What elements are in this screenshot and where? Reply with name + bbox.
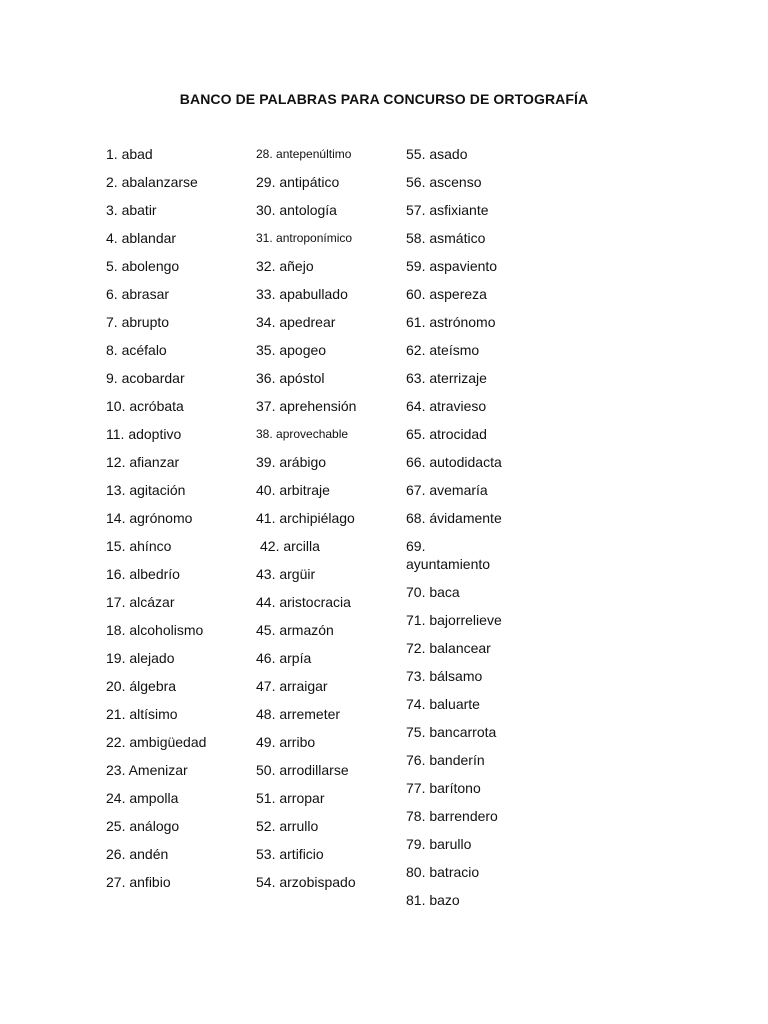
document-title: BANCO DE PALABRAS PARA CONCURSO DE ORTOGRAFÍA	[179, 91, 589, 107]
word-item: 25. análogo	[106, 818, 180, 834]
word-item: 70. baca	[406, 584, 460, 600]
word-item: 3. abatir	[106, 202, 157, 218]
word-item: 16. albedrío	[106, 566, 180, 582]
word-item: 32. añejo	[256, 258, 314, 274]
word-item: 20. álgebra	[106, 678, 177, 694]
word-item: 35. apogeo	[256, 342, 327, 358]
word-item: 26. andén	[106, 846, 169, 862]
word-item: 54. arzobispado	[256, 874, 356, 890]
word-item: 69. ayuntamiento	[406, 538, 491, 572]
word-item: 49. arribo	[256, 734, 316, 750]
word-item: 11. adoptivo	[106, 426, 182, 442]
word-item: 41. archipiélago	[256, 510, 355, 526]
word-item: 71. bajorrelieve	[406, 612, 502, 628]
word-item: 13. agitación	[106, 482, 186, 498]
word-item: 66. autodidacta	[406, 454, 502, 470]
word-item: 34. apedrear	[256, 314, 336, 330]
word-item: 31. antroponímico	[256, 231, 353, 245]
word-item: 81. bazo	[406, 892, 460, 908]
word-item: 44. aristocracia	[256, 594, 351, 610]
word-item: 58. asmático	[406, 230, 486, 246]
word-item: 53. artificio	[256, 846, 324, 862]
word-item: 33. apabullado	[256, 286, 348, 302]
word-item: 51. arropar	[256, 790, 325, 806]
word-item: 50. arrodillarse	[256, 762, 349, 778]
word-item: 4. ablandar	[106, 230, 177, 246]
word-item: 47. arraigar	[256, 678, 328, 694]
word-item: 67. avemaría	[406, 482, 488, 498]
word-item: 15. ahínco	[106, 538, 172, 554]
word-item: 9. acobardar	[106, 370, 185, 386]
word-item: 52. arrullo	[256, 818, 319, 834]
word-item: 65. atrocidad	[406, 426, 487, 442]
word-item: 38. aprovechable	[256, 427, 349, 441]
word-item: 23. Amenizar	[106, 762, 188, 778]
word-item: 63. aterrizaje	[406, 370, 487, 386]
word-item: 57. asfixiante	[406, 202, 489, 218]
word-item: 79. barullo	[406, 836, 472, 852]
word-item: 28. antepenúltimo	[256, 147, 352, 161]
word-item: 80. batracio	[406, 864, 480, 880]
word-item: 43. argüir	[256, 566, 316, 582]
word-item: 14. agrónomo	[106, 510, 193, 526]
word-item: 10. acróbata	[106, 398, 184, 414]
word-item: 68. ávidamente	[406, 510, 502, 526]
word-item: 72. balancear	[406, 640, 491, 656]
word-item: 5. abolengo	[106, 258, 180, 274]
word-item: 19. alejado	[106, 650, 175, 666]
word-item: 27. anfibio	[106, 874, 171, 890]
word-item: 56. ascenso	[406, 174, 482, 190]
word-item: 29. antipático	[256, 174, 340, 190]
word-item: 42. arcilla	[260, 538, 320, 554]
word-item: 39. arábigo	[256, 454, 327, 470]
word-item: 75. bancarrota	[406, 724, 497, 740]
word-item: 62. ateísmo	[406, 342, 480, 358]
word-item: 18. alcoholismo	[106, 622, 204, 638]
word-item: 22. ambigüedad	[106, 734, 207, 750]
word-item: 6. abrasar	[106, 286, 170, 302]
word-item: 60. aspereza	[406, 286, 487, 302]
word-item: 61. astrónomo	[406, 314, 496, 330]
word-item: 76. banderín	[406, 752, 485, 768]
word-item: 12. afianzar	[106, 454, 180, 470]
word-item: 78. barrendero	[406, 808, 498, 824]
word-item: 36. apóstol	[256, 370, 325, 386]
word-item: 73. bálsamo	[406, 668, 483, 684]
word-item: 55. asado	[406, 146, 468, 162]
word-item: 37. aprehensión	[256, 398, 357, 414]
word-item: 64. atravieso	[406, 398, 487, 414]
word-item: 48. arremeter	[256, 706, 341, 722]
word-item: 74. baluarte	[406, 696, 480, 712]
word-item: 21. altísimo	[106, 706, 178, 722]
word-item: 17. alcázar	[106, 594, 175, 610]
word-item: 40. arbitraje	[256, 482, 330, 498]
word-item: 1. abad	[106, 146, 153, 162]
word-item: 45. armazón	[256, 622, 334, 638]
word-item: 8. acéfalo	[106, 342, 167, 358]
word-item: 59. aspaviento	[406, 258, 498, 274]
word-item: 30. antología	[256, 202, 337, 218]
word-item: 2. abalanzarse	[106, 174, 198, 190]
word-item: 24. ampolla	[106, 790, 179, 806]
word-item: 7. abrupto	[106, 314, 170, 330]
word-item: 46. arpía	[256, 650, 312, 666]
word-item: 77. barítono	[406, 780, 481, 796]
